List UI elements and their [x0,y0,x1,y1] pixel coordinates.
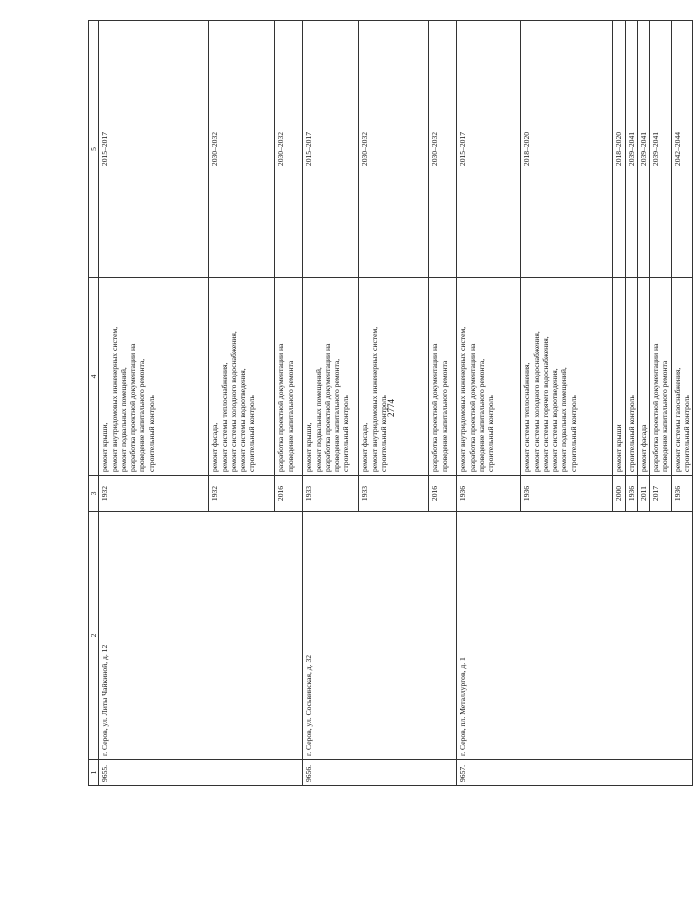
repair-period: 2018–2020 [521,21,613,278]
work-item: ремонт системы холодного водоснабжения, [228,331,238,472]
commissioning-year: 1933 [303,476,359,512]
work-item: ремонт системы холодного водоснабжения, [531,331,541,472]
building-address: г. Серов, ул. Литы Чайкиной, д. 12 [99,512,303,760]
repair-period: 2015–2017 [457,21,521,278]
works-list [521,278,613,476]
column-header: 1 [89,760,99,786]
work-item: ремонт системы газоснабжения, [672,367,682,472]
table-body [99,21,693,786]
work-item: проведение капитального ремонта [660,360,670,472]
work-item: ремонт подвальных помещений, [313,367,323,472]
row-number: 9656. [303,760,457,786]
work-item: ремонт подвальных помещений, [559,367,569,472]
commissioning-year: 1932 [209,476,275,512]
commissioning-year: 1936 [457,476,521,512]
works-list [625,278,637,476]
works-list [99,278,209,476]
repair-period: 2015–2017 [99,21,209,278]
works-list [303,278,359,476]
work-item: строительный контроль [247,395,257,472]
work-item: разработка проектной документации на [322,343,332,472]
commissioning-year: 1936 [671,476,693,512]
repair-schedule-table [88,20,693,786]
commissioning-year: 2016 [429,476,457,512]
table-row [99,21,209,786]
works-list [650,278,672,476]
row-number: 9657. [457,760,693,786]
repair-period: 2042–2044 [671,21,693,278]
work-item: проведение капитального ремонта, [476,358,486,472]
work-item: разработка проектной документации на [276,343,286,472]
work-item: проведение капитального ремонта [285,360,295,472]
work-item: ремонт внутридомовых инженерных систем, [458,326,468,472]
table-row [457,21,521,786]
works-list [637,278,649,476]
work-item: ремонт системы горячего водоснабжения, [540,336,550,472]
work-item: ремонт системы водоотведения, [550,368,559,472]
work-item: ремонт внутридомовых инженерных систем, [109,326,119,472]
row-number: 9655. [99,760,303,786]
work-item: разработка проектной документации на [430,343,440,472]
repair-period: 2030–2032 [275,21,303,278]
works-list [613,278,625,476]
repair-period: 2015–2017 [303,21,359,278]
work-item: строительный контроль [626,395,636,472]
works-list [671,278,693,476]
column-header: 2 [89,512,99,760]
commissioning-year: 2017 [650,476,672,512]
building-address: г. Серов, ул. Сосьвинская, д. 32 [303,512,457,760]
repair-period: 2030–2032 [359,21,429,278]
repair-period: 2018–2020 [613,21,625,278]
work-item: ремонт системы теплоснабжения, [522,362,532,472]
commissioning-year: 1933 [359,476,429,512]
works-list [209,278,275,476]
rotated-page [14,0,691,845]
work-item: ремонт внутридомовых инженерных систем, [369,326,379,472]
work-item: проведение капитального ремонта, [137,358,147,472]
commissioning-year: 2011 [637,476,649,512]
works-list [457,278,521,476]
column-number-row [89,21,99,786]
column-header: 3 [89,476,99,512]
work-item: ремонт системы теплоснабжения, [219,362,229,472]
work-item: ремонт крыши, [304,422,314,472]
repair-period: 2039–2041 [637,21,649,278]
building-address: г. Серов, пл. Металлургов, д. 1 [457,512,693,760]
repair-period: 2039–2041 [650,21,672,278]
works-list [359,278,429,476]
work-item: разработка проектной документации на [651,343,660,472]
commissioning-year: 1936 [625,476,637,512]
work-item: разработка проектной документации на [128,343,137,472]
work-item: проведение капитального ремонта, [332,358,341,472]
work-item: строительный контроль [681,395,691,472]
work-item: проведение капитального ремонта [439,360,449,472]
repair-period: 2030–2032 [429,21,457,278]
work-item: строительный контроль [378,395,388,472]
work-item: ремонт фасада [638,424,648,472]
work-item: ремонт подвальных помещений, [118,367,128,472]
table-row [303,21,359,786]
work-item: строительный контроль [568,395,578,472]
commissioning-year: 2000 [613,476,625,512]
repair-period: 2030–2032 [209,21,275,278]
work-item: разработка проектной документации на [467,343,477,472]
work-item: ремонт крыши [614,424,624,472]
work-item: ремонт фасада, [210,422,220,472]
column-header: 5 [89,21,99,278]
commissioning-year: 1932 [99,476,209,512]
work-item: ремонт фасада, [360,422,370,472]
work-item: строительный контроль [341,395,351,472]
work-item: ремонт крыши, [100,422,110,472]
works-list [429,278,457,476]
repair-period: 2039–2041 [625,21,637,278]
column-header: 4 [89,278,99,476]
work-item: ремонт системы водоотведения, [238,368,247,472]
commissioning-year: 2016 [275,476,303,512]
works-list [275,278,303,476]
work-item: строительный контроль [486,395,495,472]
work-item: строительный контроль [146,395,156,472]
page-number: 2774 [386,399,396,417]
commissioning-year: 1936 [521,476,613,512]
